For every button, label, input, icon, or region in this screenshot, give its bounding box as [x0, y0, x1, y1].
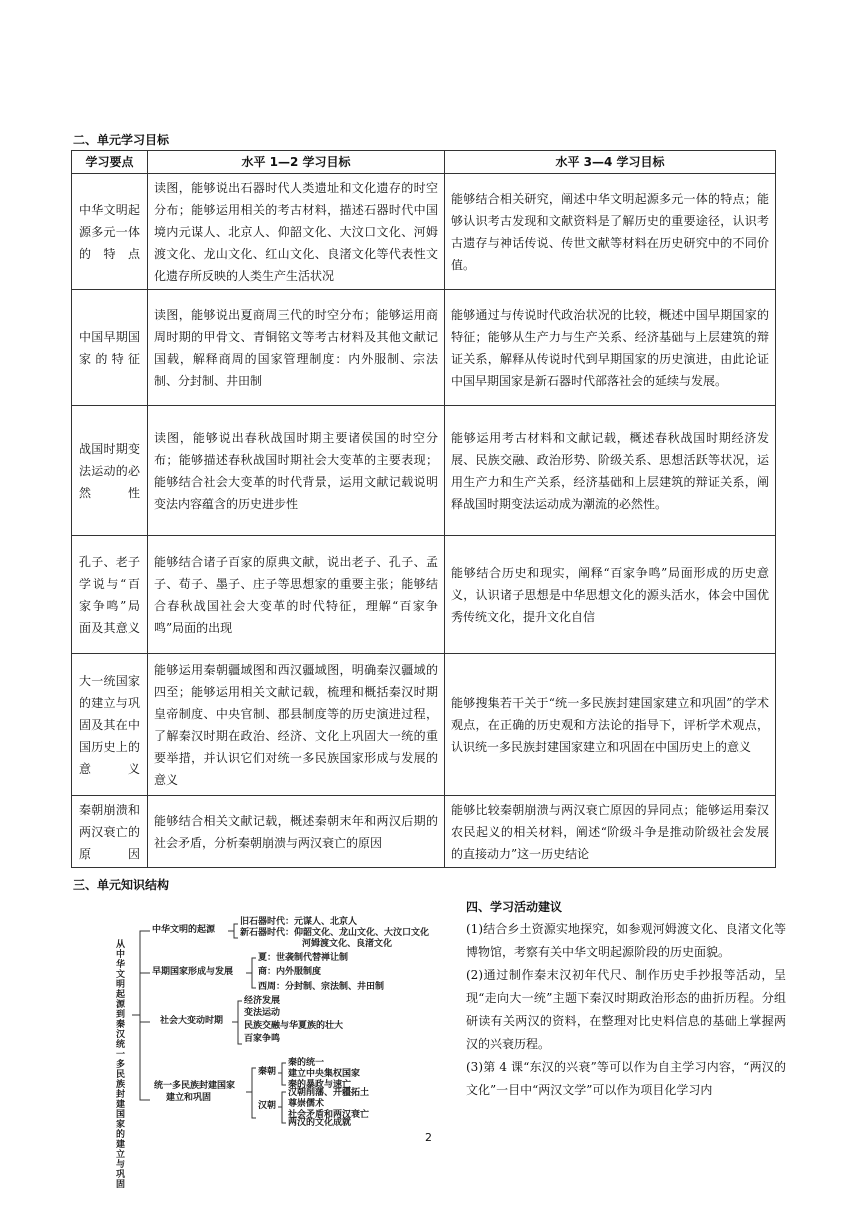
row-topic: 中华文明起源多元一体的特点: [72, 174, 148, 290]
header-level34: 水平 3—4 学习目标: [445, 151, 776, 174]
table-row: [72, 796, 776, 868]
row-level12: 能够结合相关文献记载，概述秦朝末年和两汉后期的社会矛盾，分析秦朝崩溃与两汉衰亡的原因: [148, 796, 445, 868]
b1-item: 河姆渡文化、良渚文化: [302, 939, 393, 949]
row-level12: 能够结合诸子百家的原典文献，说出老子、孔子、孟子、荀子、墨子、庄子等思想家的重要主张；能够结合春秋战国社会大变革的时代特征，理解“百家争鸣”局面的出现: [148, 536, 445, 654]
suggestion-item: (2)通过制作秦末汉初年代尺、制作历史手抄报等活动，呈现“走向大一统”主题下秦汉时期政治形态的曲折历程。分组研读有关两汉的资料，在整理对比史料信息的基础上掌握两汉的兴衰历程。: [466, 968, 786, 1051]
branch-early-state: 早期国家形成与发展: [152, 967, 234, 977]
table-row: [72, 536, 776, 654]
row-level12: 读图，能够说出石器时代人类遗址和文化遗存的时空分布；能够运用相关的考古材料，描述石器时代中国境内元谋人、北京人、仰韶文化、大汶口文化、河姆渡文化、龙山文化、红山文化、良渚文化等代表性文化遗存所反映的人类生产生活状况: [148, 174, 445, 290]
b1-item: 新石器时代：仰韶文化、龙山文化、大汶口文化: [240, 928, 430, 938]
b1-item: 旧石器时代：元谋人、北京人: [240, 917, 358, 927]
row-level34: 能够通过与传说时代政治状况的比较，概述中国早期国家的特征；能够从生产力与生产关系、经济基础与上层建筑的辩证关系，解释从传说时代到早期国家的历史演进，由此论证中国早期国家是新石器时代部落社会的延续与发展。: [445, 290, 776, 406]
han-item: 尊崇儒术: [288, 1099, 325, 1109]
row-topic: 战国时期变法运动的必然性: [72, 406, 148, 536]
suggestion-item: (1)结合乡土资源实地探究，如参观河姆渡文化、良渚文化等博物馆，考察有关中华文明起源阶段的历史面貌。: [466, 922, 786, 959]
row-level34: 能够结合历史和现实，阐释“百家争鸣”局面形成的历史意义，认识诸子思想是中华思想文化的源头活水，体会中国优秀传统文化，提升文化自信: [445, 536, 776, 654]
qin-label: 秦朝: [258, 1067, 277, 1077]
activity-suggestions: [466, 918, 786, 1102]
row-level34: 能够运用考古材料和文献记载，概述春秋战国时期经济发展、民族交融、政治形势、阶级关系、思想活跃等状况，运用生产力和生产关系，经济基础和上层建筑的辩证关系，阐释战国时期变法运动成为潮流的必然性。: [445, 406, 776, 536]
row-level34: 能够搜集若干关于“统一多民族封建国家建立和巩固”的学术观点，在正确的历史观和方法论的指导下，评析学术观点，认识统一多民族封建国家建立和巩固在中国历史上的意义: [445, 654, 776, 796]
table-row: [72, 290, 776, 406]
b2-item: 西周：分封制、宗法制、井田制: [258, 982, 385, 992]
table-header-row: [72, 151, 776, 174]
section-title-goals: 二、单元学习目标: [73, 133, 170, 147]
row-level34: 能够比较秦朝崩溃与两汉衰亡原因的异同点；能够运用秦汉农民起义的相关材料，阐述“阶级斗争是推动阶级社会发展的直接动力”这一历史结论: [445, 796, 776, 868]
header-topic: 学习要点: [72, 151, 148, 174]
section-title-structure: 三、单元知识结构: [73, 878, 170, 892]
b3-item: 经济发展: [244, 996, 281, 1006]
row-topic: 中国早期国家的特征: [72, 290, 148, 406]
row-level12: 读图，能够说出夏商周三代的时空分布；能够运用商周时期的甲骨文、青铜铭文等考古材料及其他文献记国载，解释商周的国家管理制度：内外服制、宗法制、分封制、井田制: [148, 290, 445, 406]
knowledge-structure-diagram: [92, 910, 452, 1190]
row-topic: 大一统国家的建立与巩固及其在中国历史上的意义: [72, 654, 148, 796]
branch-social-change: 社会大变动时期: [160, 1016, 224, 1026]
page-number: 2: [425, 1131, 432, 1144]
b3-item: 百家争鸣: [244, 1034, 281, 1044]
branch-unified-state: 统一多民族封建国家: [154, 1081, 236, 1091]
row-level12: 能够运用秦朝疆域图和西汉疆域图，明确秦汉疆域的四至；能够运用相关文献记载，梳理和概括秦汉时期皇帝制度、中央官制、郡县制度等的历史演进过程，了解秦汉时期在政治、经济、文化上巩固大一统的重要举措，并认识它们对统一多民族国家形成与发展的意义: [148, 654, 445, 796]
b2-item: 夏：世袭制代替禅让制: [258, 953, 349, 963]
qin-item: 秦的统一: [288, 1058, 325, 1068]
b3-item: 民族交融与华夏族的壮大: [244, 1021, 344, 1031]
learning-goals-table: [71, 150, 776, 868]
table-row: [72, 654, 776, 796]
han-label: 汉朝: [258, 1101, 277, 1111]
han-item: 汉朝削藩、开疆拓土: [288, 1088, 370, 1098]
header-level12: 水平 1—2 学习目标: [148, 151, 445, 174]
han-item: 社会矛盾和两汉衰亡: [288, 1110, 370, 1120]
table-row: [72, 174, 776, 290]
b3-item: 变法运动: [244, 1008, 281, 1018]
suggestion-item: (3)第 4 课“东汉的兴衰”等可以作为自主学习内容，“两汉的文化”一目中“两汉文学”可以作为项目化学习内: [466, 1060, 786, 1097]
row-topic: 孔子、老子学说与“百家争鸣”局面及其意义: [72, 536, 148, 654]
han-item: 两汉的文化成就: [288, 1118, 352, 1128]
diagram-root: 从中华文明起源到秦汉统一多民族封建国家的建立与巩固: [116, 940, 126, 1190]
row-topic: 秦朝崩溃和两汉衰亡的原因: [72, 796, 148, 868]
qin-item: 建立中央集权国家: [288, 1069, 361, 1079]
qin-item: 秦的暴政与速亡: [288, 1080, 352, 1090]
table-row: [72, 406, 776, 536]
section-title-activities: 四、学习活动建议: [466, 900, 563, 914]
branch-civilization-origin: 中华文明的起源: [152, 925, 216, 935]
b2-item: 商：内外服制度: [258, 967, 322, 977]
row-level34: 能够结合相关研究，阐述中华文明起源多元一体的特点；能够认识考古发现和文献资料是了解历史的重要途径，认识考古遗存与神话传说、传世文献等材料在历史研究中的不同价值。: [445, 174, 776, 290]
branch-unified-state: 建立和巩固: [166, 1093, 212, 1103]
row-level12: 读图，能够说出春秋战国时期主要诸侯国的时空分布；能够描述春秋战国时期社会大变革的主要表现；能够结合社会大变革的时代背景，运用文献记载说明变法内容蕴含的历史进步性: [148, 406, 445, 536]
